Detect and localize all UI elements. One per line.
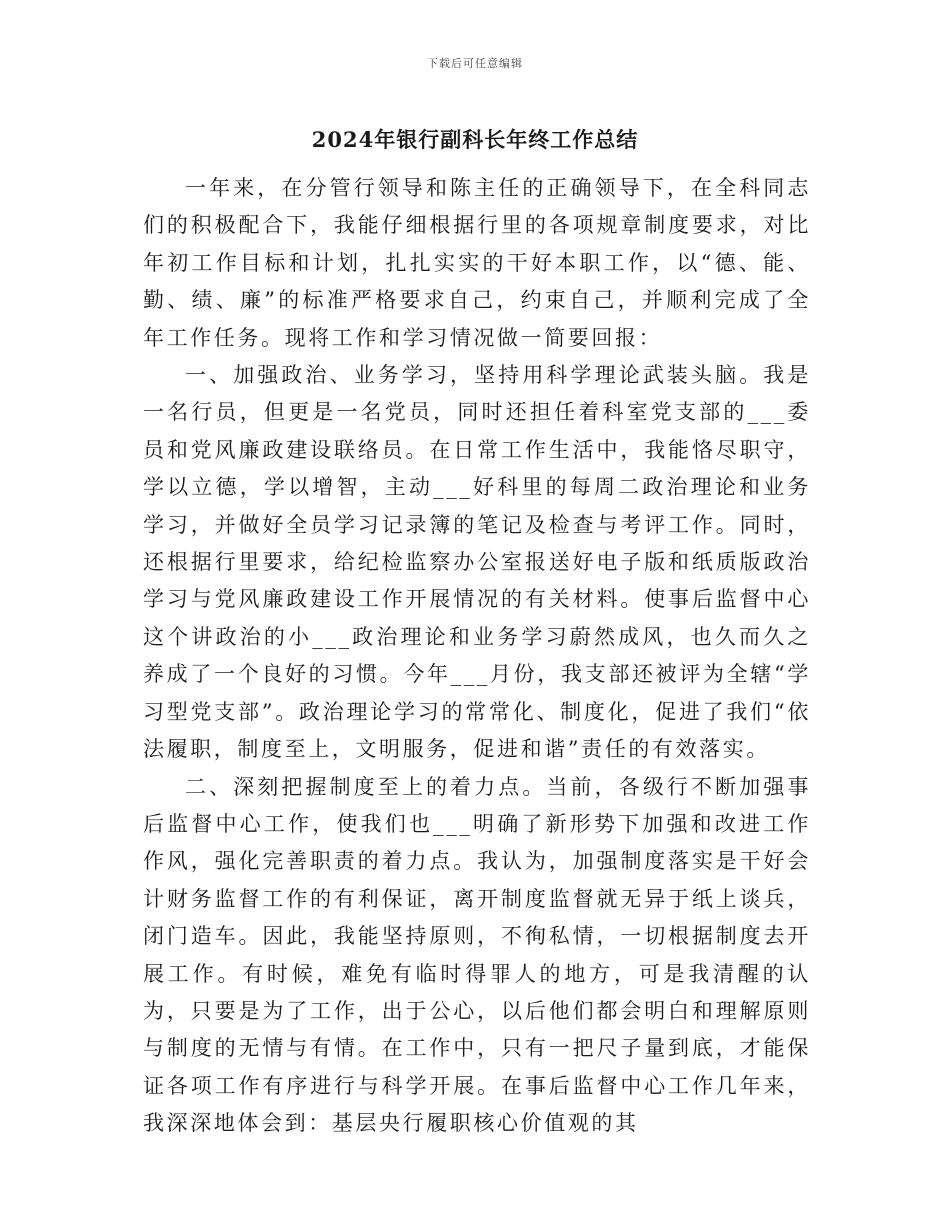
page-header-note: 下载后可任意编辑 xyxy=(427,57,523,70)
paragraph-section-two: 二、深刻把握制度至上的着力点。当前，各级行不断加强事后监督中心工作，使我们也___明确了新形势下加强和改进工作作风，强化完善职责的着力点。我认为，加强制度落实是干好会计财务监督工作的有利保证，离开制度监督就无异于纸上谈兵，闭门造车。因此，我能坚持原则，不徇私情，一切根据制度去开展工作。有时候，难免有临时得罪人的地方，可是我清醒的认为，只要是为了工作，出于公心，以后他们都会明白和理解原则与制度的无情与有情。在工作中，只有一把尺子量到底，才能保证各项工作有序进行与科学开展。在事后监督中心工作几年来，我深深地体会到：基层央行履职核心价值观的其 xyxy=(143,774,811,1136)
paragraph-section-one: 一、加强政治、业务学习，坚持用科学理论武装头脑。我是一名行员，但更是一名党员，同时还担任着科室党支部的___委员和党风廉政建设联络员。在日常工作生活中，我能恪尽职守，学以立德，学以增智，主动___好科里的每周二政治理论和业务学习，并做好全员学习记录簿的笔记及检查与考评工作。同时，还根据行里要求，给纪检监察办公室报送好电子版和纸质版政治学习与党风廉政建设工作开展情况的有关材料。使事后监督中心这个讲政治的小___政治理论和业务学习蔚然成风，也久而久之养成了一个良好的习惯。今年___月份，我支部还被评为全辖“学习型党支部”。政治理论学习的常常化、制度化，促进了我们“依法履职，制度至上，文明服务，促进和谐”责任的有效落实。 xyxy=(143,363,811,762)
document-body xyxy=(143,170,811,1143)
paragraph-intro: 一年来，在分管行领导和陈主任的正确领导下，在全科同志们的积极配合下，我能仔细根据行里的各项规章制度要求，对比年初工作目标和计划，扎扎实实的干好本职工作，以“德、能、勤、绩、廉”的标准严格要求自己，约束自己，并顺利完成了全年工作任务。现将工作和学习情况做一简要回报： xyxy=(143,176,811,350)
document-title: 2024年银行副科长年终工作总结 xyxy=(311,127,639,152)
